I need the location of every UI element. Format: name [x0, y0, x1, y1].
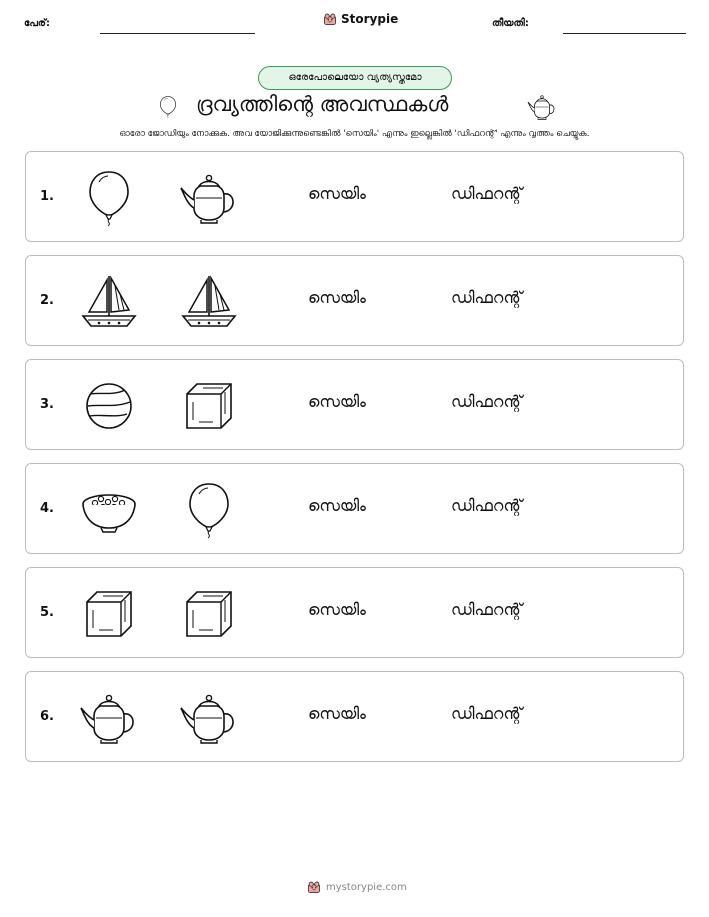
worksheet-header: [0, 0, 709, 40]
ice-cube-icon: [179, 584, 239, 644]
sailboat-icon: [79, 272, 139, 332]
question-number: 3.: [40, 397, 54, 412]
balloon-icon: [79, 168, 139, 228]
question-row: [25, 671, 684, 762]
option-different[interactable]: ഡിഫറന്റ്: [451, 392, 523, 411]
question-number: 6.: [40, 709, 54, 724]
question-row: [25, 567, 684, 658]
question-row: [25, 151, 684, 242]
footer: [307, 880, 407, 894]
title-row: [0, 92, 709, 122]
option-different[interactable]: ഡിഫറന്റ്: [451, 600, 523, 619]
sailboat-icon: [179, 272, 239, 332]
balloon-icon: [179, 480, 239, 540]
teapot-icon: [79, 688, 139, 748]
ice-cube-icon: [79, 584, 139, 644]
question-row: [25, 463, 684, 554]
option-different[interactable]: ഡിഫറന്റ്: [451, 288, 523, 307]
storypie-logo-icon: [307, 880, 321, 894]
option-different[interactable]: ഡിഫറന്റ്: [451, 496, 523, 515]
option-different[interactable]: ഡിഫറന്റ്: [451, 184, 523, 203]
name-field-line[interactable]: [100, 33, 255, 34]
date-label: തീയതി:: [492, 18, 529, 29]
storypie-logo-icon: [323, 12, 337, 26]
option-same[interactable]: സെയിം: [308, 184, 366, 203]
question-number: 2.: [40, 293, 54, 308]
question-number: 1.: [40, 189, 54, 204]
cereal-bowl-icon: [79, 480, 139, 540]
name-label: പേര്:: [24, 18, 50, 29]
question-number: 5.: [40, 605, 54, 620]
option-different[interactable]: ഡിഫറന്റ്: [451, 704, 523, 723]
option-same[interactable]: സെയിം: [308, 704, 366, 723]
question-row: [25, 255, 684, 346]
balloon-icon: [156, 92, 180, 122]
ball-icon: [79, 376, 139, 436]
option-same[interactable]: സെയിം: [308, 392, 366, 411]
brand-name: Storypie: [341, 12, 399, 26]
teapot-icon: [526, 92, 558, 122]
teapot-icon: [179, 168, 239, 228]
option-same[interactable]: സെയിം: [308, 288, 366, 307]
question-number: 4.: [40, 501, 54, 516]
date-field-line[interactable]: [563, 33, 686, 34]
option-same[interactable]: സെയിം: [308, 496, 366, 515]
page-title: ദ്രവ്യത്തിന്റെ അവസ്ഥകൾ: [196, 92, 449, 116]
option-same[interactable]: സെയിം: [308, 600, 366, 619]
brand-logo: [323, 12, 398, 26]
question-row: [25, 359, 684, 450]
teapot-icon: [179, 688, 239, 748]
instructions: ഓരോ ജോഡിയും നോക്കുക. അവ യോജിക്കുന്നുണ്ടെങ്കിൽ 'സെയിം' എന്നും ഇല്ലെങ്കിൽ 'ഡിഫറന്റ്' എന്നും വൃത്തം ചെയ്യുക.: [119, 129, 590, 139]
footer-site: mystorypie.com: [326, 881, 407, 893]
ice-cube-icon: [179, 376, 239, 436]
topic-badge: ഒരേപോലെയോ വ്യത്യസ്തമോ: [258, 66, 452, 90]
